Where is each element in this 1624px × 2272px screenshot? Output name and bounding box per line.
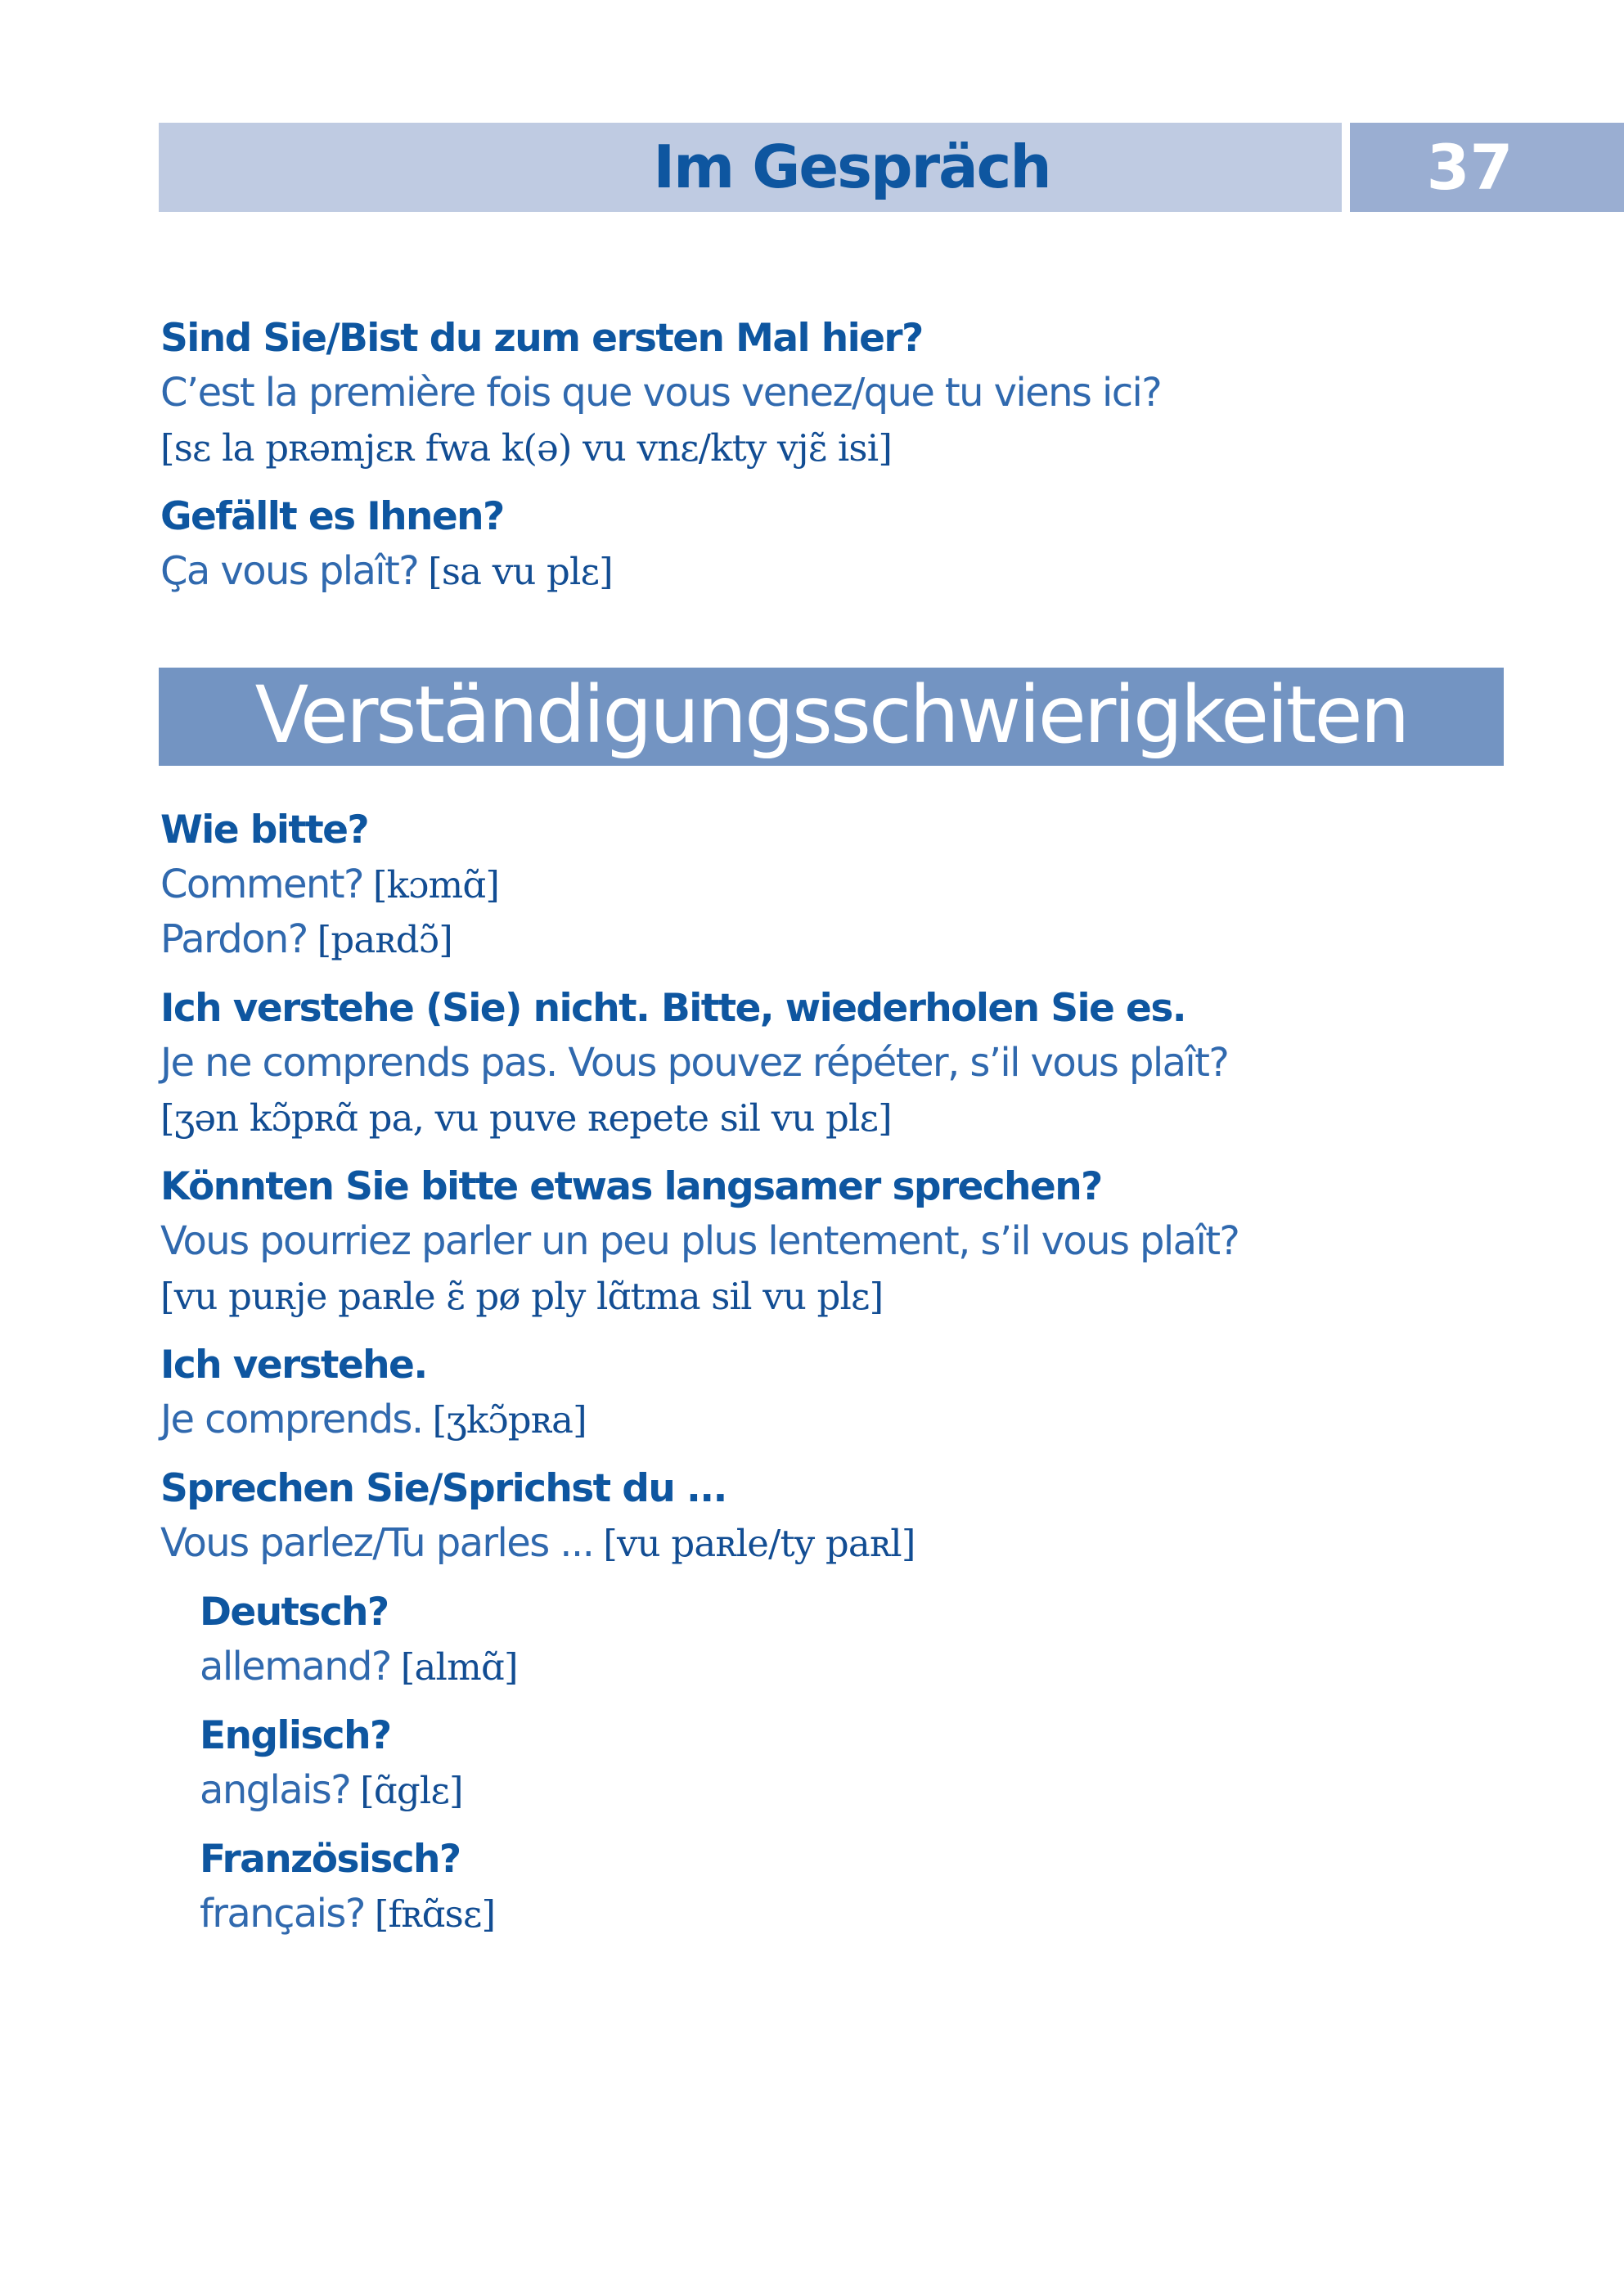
phrase-entry: [160, 981, 1551, 1145]
phonetic-transcription: [kɔmɑ̃]: [372, 863, 500, 907]
phonetic-transcription: [paʀdɔ̃]: [317, 918, 452, 961]
german-phrase: Französisch?: [200, 1837, 461, 1882]
language-option-entry: [160, 1708, 1551, 1818]
running-header-band: [159, 123, 1342, 212]
french-phrase: C’est la première fois que vous venez/que tu viens ici?: [160, 370, 1162, 416]
german-phrase: Könnten Sie bitte etwas langsamer sprechen?: [160, 1164, 1102, 1209]
french-text: Ça vous plaît?: [160, 548, 419, 594]
language-option-entry: [160, 1585, 1551, 1694]
phrase-entry: [160, 1461, 1551, 1571]
section-phrase-list: [160, 803, 1551, 1941]
language-option-entry: [160, 1832, 1551, 1941]
phrase-entry: [160, 311, 1551, 475]
phonetic-transcription: [almɑ̃]: [400, 1645, 518, 1689]
german-phrase: Sind Sie/Bist du zum ersten Mal hier?: [160, 316, 923, 361]
phrase-entry: [160, 1338, 1551, 1447]
german-phrase: Sprechen Sie/Sprichst du ...: [160, 1466, 727, 1511]
french-phrase: [200, 1887, 1551, 1941]
section-title: Verständigungsschwierigkeiten: [254, 669, 1408, 761]
phrase-entry: [160, 803, 1551, 967]
intro-phrase-list: [160, 311, 1551, 599]
french-phrase: [160, 544, 1551, 599]
phonetic-transcription: [ʒkɔ̃pʀa]: [432, 1398, 587, 1442]
phrase-entry: [160, 489, 1551, 599]
section-heading-band: [159, 668, 1504, 766]
french-phrase: [200, 1640, 1551, 1694]
german-phrase: Gefällt es Ihnen?: [160, 494, 504, 539]
french-phrase: [160, 857, 1551, 912]
phonetic-transcription: [ʒən kɔ̃pʀɑ̃ pa, vu puve ʀepete sil vu plɛ]: [160, 1096, 892, 1140]
french-text: anglais?: [200, 1767, 351, 1813]
french-text: Pardon?: [160, 916, 308, 962]
german-phrase: Ich verstehe.: [160, 1343, 427, 1388]
french-text: Comment?: [160, 862, 363, 907]
french-phrase: [160, 1516, 1551, 1571]
phonetic-transcription: [vu puʀje paʀle ɛ̃ pø ply lɑ̃tma sil vu plɛ]: [160, 1275, 884, 1318]
french-phrase: [160, 912, 1551, 967]
french-text: allemand?: [200, 1644, 391, 1689]
phonetic-transcription: [fʀɑ̃sɛ]: [374, 1892, 496, 1936]
french-phrase: [200, 1763, 1551, 1818]
french-text: Je comprends.: [160, 1397, 423, 1442]
german-phrase: Englisch?: [200, 1713, 391, 1758]
page-number-band: [1350, 123, 1624, 212]
french-text: Vous parlez/Tu parles ...: [160, 1520, 594, 1566]
page-number: 37: [1426, 131, 1514, 204]
french-phrase: [160, 1392, 1551, 1447]
french-phrase: Je ne comprends pas. Vous pouvez répéter, s’il vous plaît?: [160, 1040, 1229, 1086]
german-phrase: Ich verstehe (Sie) nicht. Bitte, wiederholen Sie es.: [160, 986, 1185, 1031]
phonetic-transcription: [sa vu plɛ]: [428, 550, 613, 593]
french-phrase: Vous pourriez parler un peu plus lentement, s’il vous plaît?: [160, 1218, 1239, 1264]
german-phrase: Deutsch?: [200, 1590, 389, 1635]
chapter-title: Im Gespräch: [653, 133, 1050, 201]
phonetic-transcription: [sɛ la pʀəmjɛʀ fwa k(ə) vu vnɛ/kty vjɛ̃ isi]: [160, 426, 893, 470]
phonetic-transcription: [ɑ̃glɛ]: [360, 1769, 463, 1812]
german-phrase: Wie bitte?: [160, 808, 369, 853]
phonetic-transcription: [vu paʀle/ty paʀl]: [603, 1522, 915, 1565]
phrase-entry: [160, 1159, 1551, 1324]
french-text: français?: [200, 1891, 365, 1937]
